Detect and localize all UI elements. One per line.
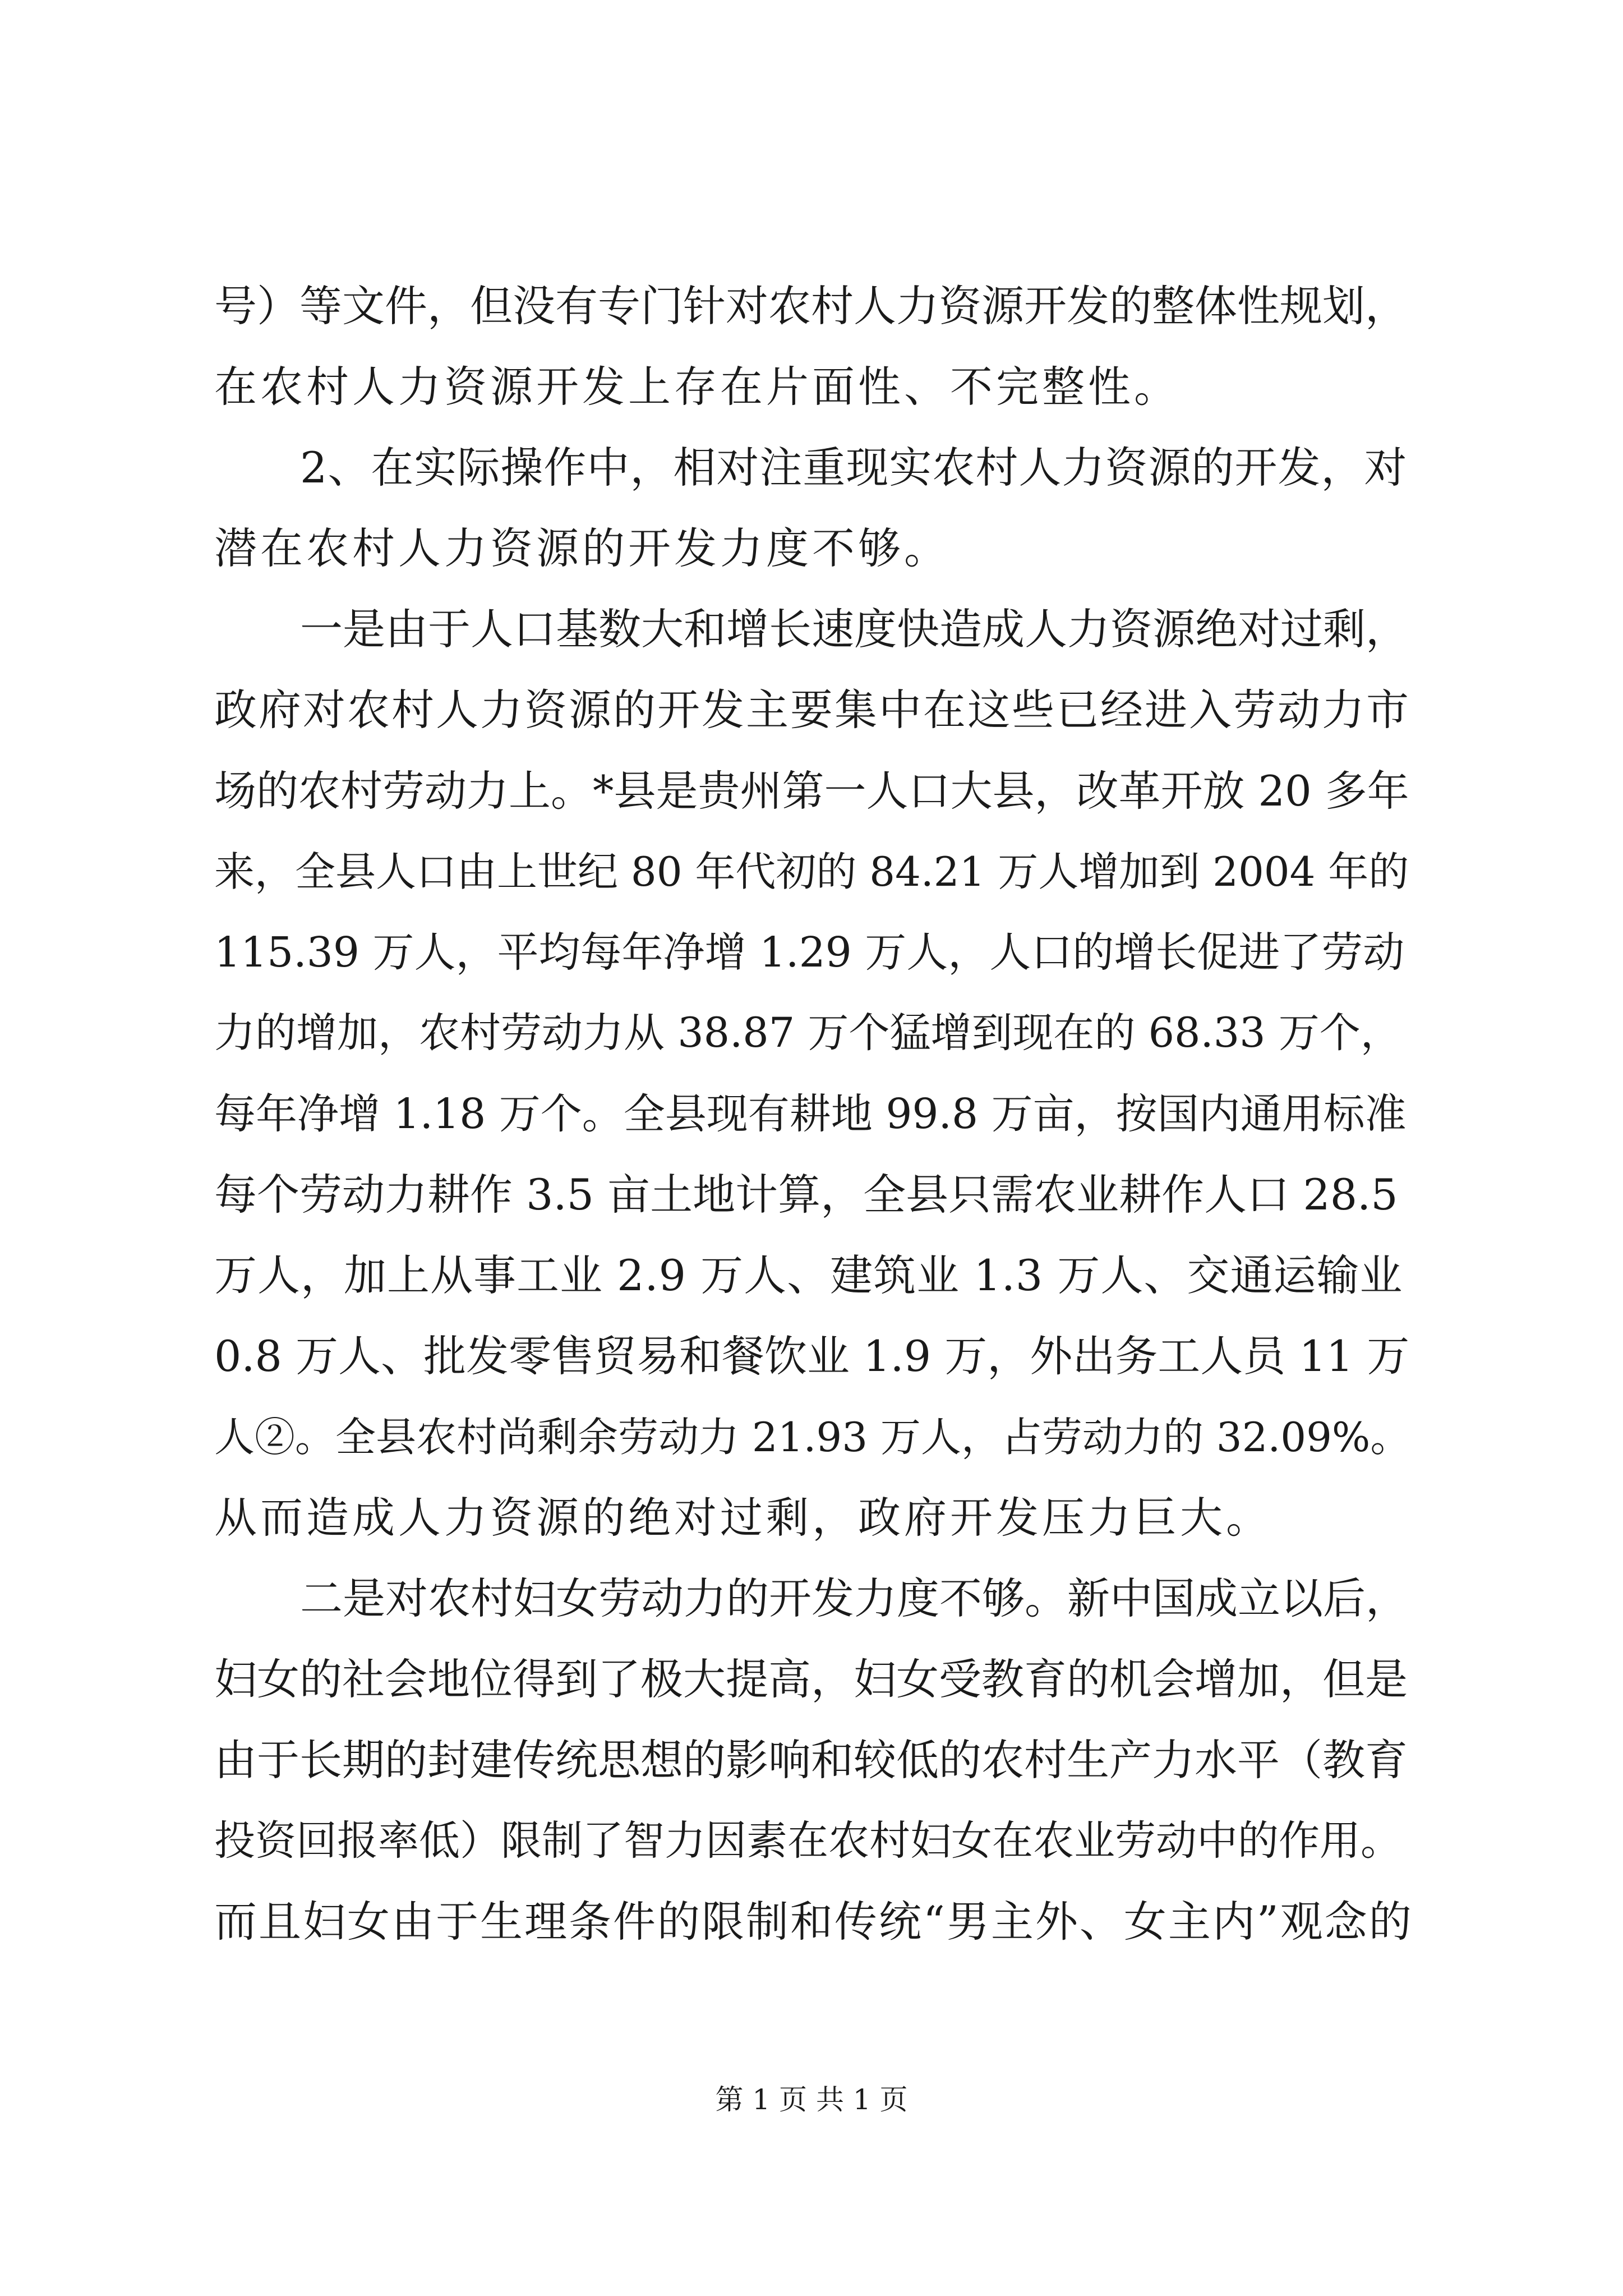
text-line: 力的增加，农村劳动力从 38.87 万个猛增到现在的 68.33 万个，: [214, 1009, 1401, 1057]
text-line: 在农村人力资源开发上存在片面性、不完整性。: [214, 362, 1180, 412]
text-line: 号）等文件，但没有专门针对农村人力资源开发的整体性规划，: [214, 281, 1408, 331]
text-line: 0.8 万人、批发零售贸易和餐饮业 1.9 万，外出务工人员 11 万: [214, 1331, 1410, 1381]
text-line: 投资回报率低）限制了智力因素在农村妇女在农业劳动中的作用。: [214, 1817, 1401, 1865]
text-line: 每个劳动力耕作 3.5 亩土地计算，全县只需农业耕作人口 28.5: [214, 1170, 1398, 1220]
text-line: 人②。全县农村尚剩余劳动力 21.93 万人，占劳动力的 32.09%。: [214, 1414, 1411, 1461]
page-footer: 第 1 页 共 1 页: [715, 2083, 908, 2116]
text-line: 潜在农村人力资源的开发力度不够。: [214, 523, 950, 573]
text-line: 妇女的社会地位得到了极大提高，妇女受教育的机会增加，但是: [214, 1654, 1408, 1704]
text-line: 由于长期的封建传统思想的影响和较低的农村生产力水平（教育: [214, 1735, 1408, 1785]
text-line: 2、在实际操作中，相对注重现实农村人力资源的开发，对: [300, 443, 1408, 493]
text-line: 政府对农村人力资源的开发主要集中在这些已经进入劳动力市: [214, 685, 1410, 735]
text-line: 115.39 万人，平均每年净增 1.29 万人，人口的增长促进了劳动: [214, 928, 1405, 977]
text-line: 而且妇女由于生理条件的限制和传统“男主外、女主内”观念的: [214, 1897, 1413, 1947]
text-line: 从而造成人力资源的绝对过剩，政府开发压力巨大。: [214, 1493, 1272, 1543]
text-line: 来，全县人口由上世纪 80 年代初的 84.21 万人增加到 2004 年的: [214, 848, 1409, 895]
text-line: 场的农村劳动力上。*县是贵州第一人口大县，改革开放 20 多年: [214, 766, 1409, 816]
text-line: 万人，加上从事工业 2.9 万人、建筑业 1.3 万人、交通运输业: [214, 1250, 1403, 1300]
text-line: 一是由于人口基数大和增长速度快造成人力资源绝对过剩，: [300, 604, 1408, 654]
text-line: 二是对农村妇女劳动力的开发力度不够。新中国成立以后，: [300, 1573, 1408, 1623]
text-line: 每年净增 1.18 万个。全县现有耕地 99.8 万亩，按国内通用标准: [214, 1090, 1407, 1138]
